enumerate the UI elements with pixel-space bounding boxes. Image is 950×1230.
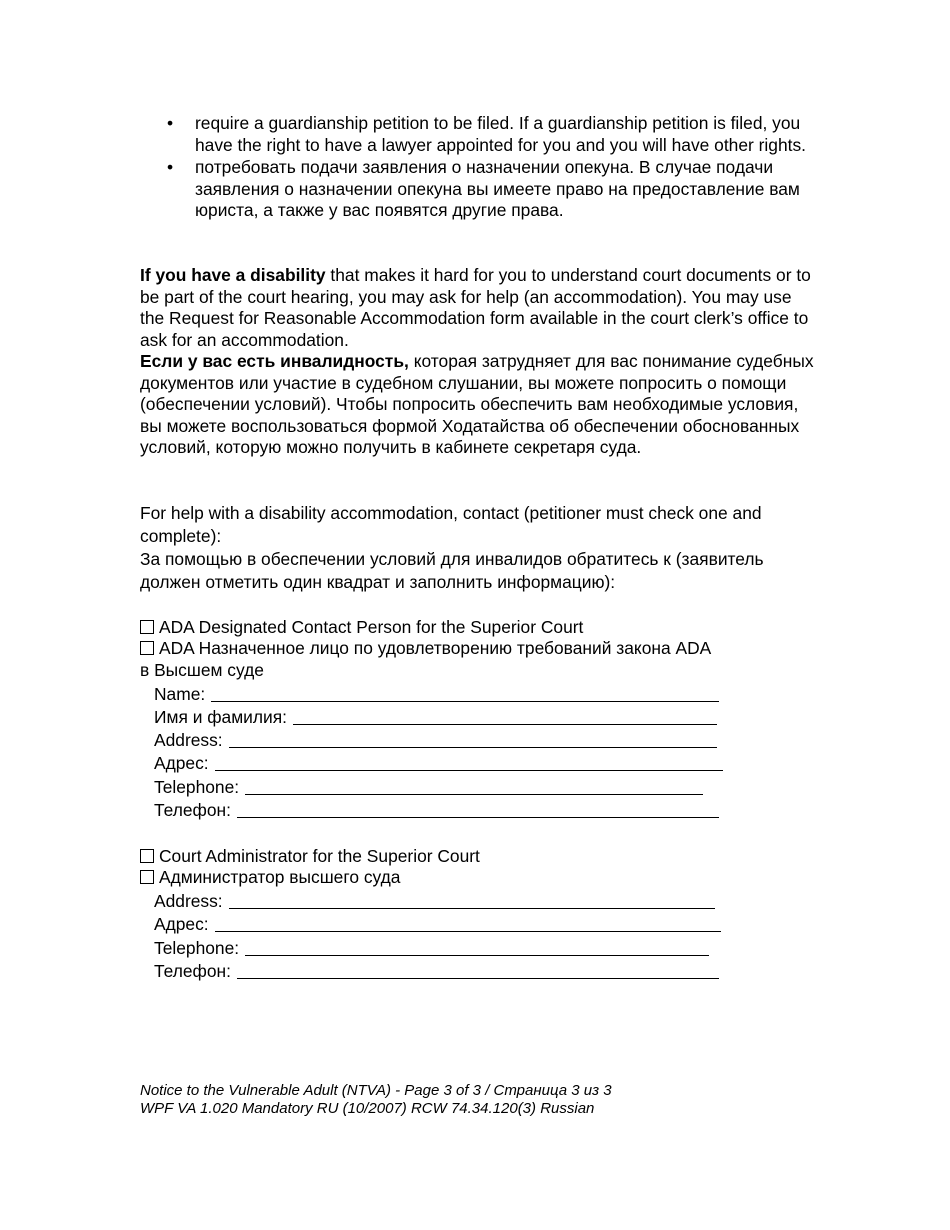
- disability-text-en: that makes it hard for you to understand court documents or to be part of the court hearing, you may ask for help (an accommodation). You may use the Request for Reasonable Accommodation form available in the court clerk’s office to ask for an accommodation.: [140, 265, 811, 350]
- bullet-icon: •: [167, 113, 174, 133]
- name-input-line-ru[interactable]: [293, 706, 717, 725]
- admin-address-field-ru[interactable]: [154, 913, 721, 935]
- disability-paragraph-en: [140, 265, 820, 351]
- ada-checkbox[interactable]: [140, 620, 154, 634]
- phone-input-line-ru[interactable]: [237, 960, 719, 979]
- phone-input-line[interactable]: [245, 776, 703, 795]
- disability-text-ru: которая затрудняет для вас понимание судебных документов или участие в судебном слушании, вы можете попросить о помощи (обеспечении условий). Чтобы попросить обеспечить вам необходимые условия, вы можете воспользоваться формой Ходатайства об обеспечении обоснованных условий, которую можно получить в кабинете секретаря суда.: [140, 351, 814, 457]
- admin-title-en: Court Administrator for the Superior Court: [159, 846, 480, 866]
- phone-label-ru: Телефон:: [154, 961, 231, 981]
- ada-phone-field-ru[interactable]: [154, 799, 719, 821]
- ada-option[interactable]: [140, 617, 583, 639]
- ada-option-ru[interactable]: [140, 638, 711, 660]
- name-label-ru: Имя и фамилия:: [154, 707, 288, 727]
- admin-phone-field[interactable]: [154, 937, 709, 959]
- admin-option[interactable]: [140, 846, 480, 868]
- ada-address-field-ru[interactable]: [154, 752, 723, 774]
- footer-form-id: WPF VA 1.020 Mandatory RU (10/2007) RCW 74.34.120(3) Russian: [140, 1100, 595, 1117]
- ada-name-field-ru[interactable]: [154, 706, 717, 728]
- address-input-line-ru[interactable]: [215, 752, 723, 771]
- address-input-line-ru[interactable]: [215, 913, 721, 932]
- admin-address-field[interactable]: [154, 890, 715, 912]
- ada-title-en: ADA Designated Contact Person for the Superior Court: [159, 617, 584, 637]
- address-label: Address:: [154, 891, 223, 911]
- name-input-line[interactable]: [211, 683, 719, 702]
- admin-phone-field-ru[interactable]: [154, 960, 719, 982]
- disability-heading-ru: Если у вас есть инвалидность,: [140, 351, 409, 371]
- ada-title-ru: ADA Назначенное лицо по удовлетворению требований закона ADA: [159, 638, 712, 658]
- phone-label: Telephone:: [154, 938, 240, 958]
- bullet-text-en: require a guardianship petition to be filed. If a guardianship petition is filed, you have the right to have a lawyer appointed for you and you will have other rights.: [195, 113, 806, 155]
- rights-bullet-list: [140, 113, 820, 223]
- ada-name-field[interactable]: [154, 683, 719, 705]
- admin-checkbox-ru[interactable]: [140, 870, 154, 884]
- bullet-text-ru: потребовать подачи заявления о назначении опекуна. В случае подачи заявления о назначении опекуна вы имеете право на предоставление вам юриста, а также у вас появятся другие права.: [195, 157, 800, 220]
- phone-label-ru: Телефон:: [154, 800, 231, 820]
- address-input-line[interactable]: [229, 890, 715, 909]
- ada-address-field[interactable]: [154, 729, 717, 751]
- name-label: Name:: [154, 684, 206, 704]
- list-item: [140, 113, 820, 156]
- phone-input-line-ru[interactable]: [237, 799, 719, 818]
- admin-option-ru[interactable]: [140, 867, 400, 889]
- address-label-ru: Адрес:: [154, 753, 209, 773]
- footer-page-info: Notice to the Vulnerable Adult (NTVA) - Page 3 of 3 / Страница 3 из 3: [140, 1082, 612, 1099]
- ada-title-ru-cont: в Высшем суде: [140, 660, 264, 680]
- admin-title-ru: Администратор высшего суда: [159, 867, 401, 887]
- disability-heading-en: If you have a disability: [140, 265, 326, 285]
- help-instruction-en: For help with a disability accommodation, contact (petitioner must check one and complete):: [140, 503, 762, 546]
- ada-checkbox-ru[interactable]: [140, 641, 154, 655]
- address-input-line[interactable]: [229, 729, 717, 748]
- address-label: Address:: [154, 730, 223, 750]
- ada-phone-field[interactable]: [154, 776, 703, 798]
- phone-input-line[interactable]: [245, 937, 709, 956]
- disability-paragraph-ru: [140, 351, 820, 459]
- help-instruction-ru: За помощью в обеспечении условий для инвалидов обратитесь к (заявитель должен отметить один квадрат и заполнить информацию):: [140, 549, 764, 592]
- bullet-icon: •: [167, 157, 174, 177]
- phone-label: Telephone:: [154, 777, 240, 797]
- list-item: [140, 157, 820, 222]
- address-label-ru: Адрес:: [154, 914, 209, 934]
- admin-checkbox[interactable]: [140, 849, 154, 863]
